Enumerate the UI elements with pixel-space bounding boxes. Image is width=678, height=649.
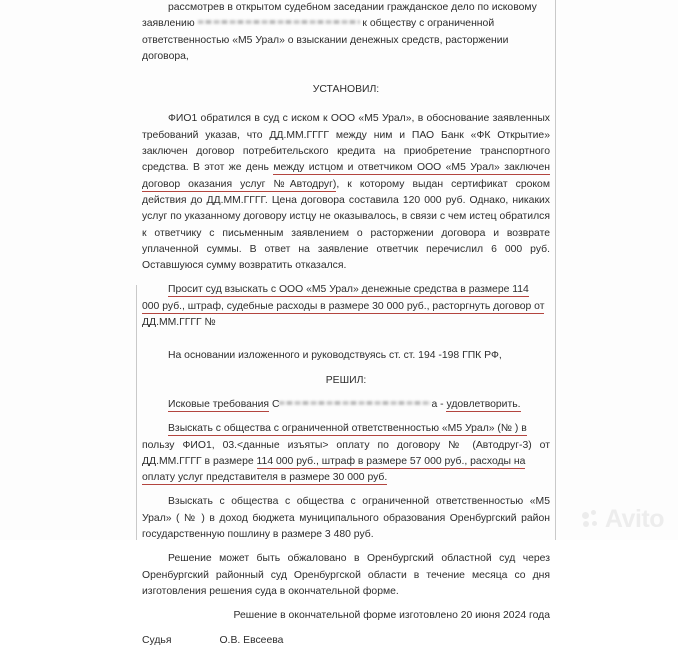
legal-basis-paragraph: На основании изложенного и руководствуясь ст. ст. 194 -198 ГПК РФ, [168, 350, 502, 362]
redacted-plaintiff-name-2 [279, 397, 431, 408]
ruling-satisfy-claims [142, 397, 550, 413]
signature-block [142, 633, 550, 649]
underlined-satisfy-verb: удовлетворить. [446, 398, 521, 410]
avito-wordmark: Avito [604, 505, 664, 533]
final-form-date: Решение в окончательной форме изготовлено 20 июня 2024 года [233, 610, 550, 622]
intro-line-4: договора, [142, 50, 189, 62]
underlined-award-defendant: Взыскать с общества с ограниченной ответственностью «М5 Урал» (№ ) в [168, 423, 527, 435]
intro-paragraph-line2 [142, 16, 550, 32]
avito-dots-icon [582, 510, 602, 530]
claim-text-part-1: ФИО1 обратился в суд с иском к ООО «М5 Урал», в обоснование заявленных требований указав, что ДД.ММ.ГГГГ между ним и ПАО Банк «ФК Открытие» заключен договор потребительского кредита на приобретение транспортного средства. В этот же день [142, 113, 550, 174]
award-paragraph [142, 421, 550, 437]
award-paragraph-line2 [142, 438, 550, 471]
intro-paragraph [142, 0, 550, 16]
underlined-phrase-service-contract: договор оказания услуг №Автодруг) [142, 178, 337, 190]
signature-name: О.В. Евсеева [219, 634, 284, 646]
request-paragraph-line3 [142, 315, 550, 331]
request-paragraph [142, 282, 550, 298]
heading-ustanovil: УСТАНОВИЛ: [312, 84, 380, 96]
underlined-claims-satisfied: Исковые требования [168, 398, 270, 410]
award-paragraph-line3 [142, 470, 550, 486]
underlined-phrase-contract-parties: между истцом и ответчиком ООО «М5 Урал» заключен [273, 162, 550, 174]
underlined-representative-fees: оплату услуг представителя в размере 30 000 руб. [142, 472, 388, 484]
intro-line-2-pre: заявлению [142, 18, 195, 30]
intro-paragraph-line4 [142, 49, 550, 65]
intro-paragraph-line3 [142, 33, 550, 49]
request-paragraph-line2 [142, 299, 550, 315]
redacted-name-initial: С [271, 398, 280, 410]
claim-text-part-2: , к которому выдан сертификат сроком действия до ДД.ММ.ГГГГ. Цена договора составила 120 000 руб. Однако, никаких услуг по указанному договору истцу не оказывалось, в связи с чем истец обратился к ответчику с письменным заявлением о расторжении договора и возврате уплаченной суммы. В ответ на заявление ответчик перечислил 6 000 руб. Оставшуюся сумму возвратить отказался. [142, 178, 550, 272]
underlined-award-amounts: 114 000 руб., штраф в размере 57 000 руб., расходы на [256, 455, 526, 467]
award-text-mid: пользу ФИО1, 03.<данные изъяты> оплату по договору № (Автодруг-3) от ДД.ММ.ГГГГ в размере [142, 439, 550, 467]
signature-role: Судья [142, 634, 172, 646]
intro-line-2-post: к обществу с ограниченной [362, 18, 495, 30]
intro-line-1: рассмотрев в открытом судебном заседании гражданское дело по исковому [168, 2, 537, 13]
request-contract-date: ДД.ММ.ГГГГ № [142, 317, 216, 329]
state-duty-paragraph: Взыскать с общества с общества с ограниченной ответственностью «М5 Урал» ( № ) в доход бюджета муниципального образования Оренбургский район государственную пошлину в размере 3 480 руб. [142, 496, 550, 541]
appeal-paragraph: Решение может быть обжаловано в Оренбургский областной суд через Оренбургский районный суд Оренбургской области в течение месяца со дня изготовления решения суда в окончательной форме. [142, 553, 550, 597]
underlined-request-line-2: 000 руб., штраф, судебные расходы в размере 30 000 руб., расторгнуть договор от [142, 300, 545, 312]
document-text-column [142, 0, 550, 646]
claim-paragraph [142, 111, 550, 274]
page-margin-rule-right [555, 0, 556, 540]
page-margin-rule-left [136, 285, 137, 540]
intro-line-3: ответственностью «М5 Урал» о взыскании денежных средств, расторжении [142, 34, 509, 46]
redacted-plaintiff-name [198, 16, 360, 27]
underlined-request-line-1: Просит суд взыскать с ООО «М5 Урал» денежные средства в размере 114 [168, 284, 529, 296]
avito-watermark [582, 507, 664, 532]
ruling-name-tail: а - [431, 398, 447, 410]
heading-reshil: РЕШИЛ: [325, 374, 367, 386]
